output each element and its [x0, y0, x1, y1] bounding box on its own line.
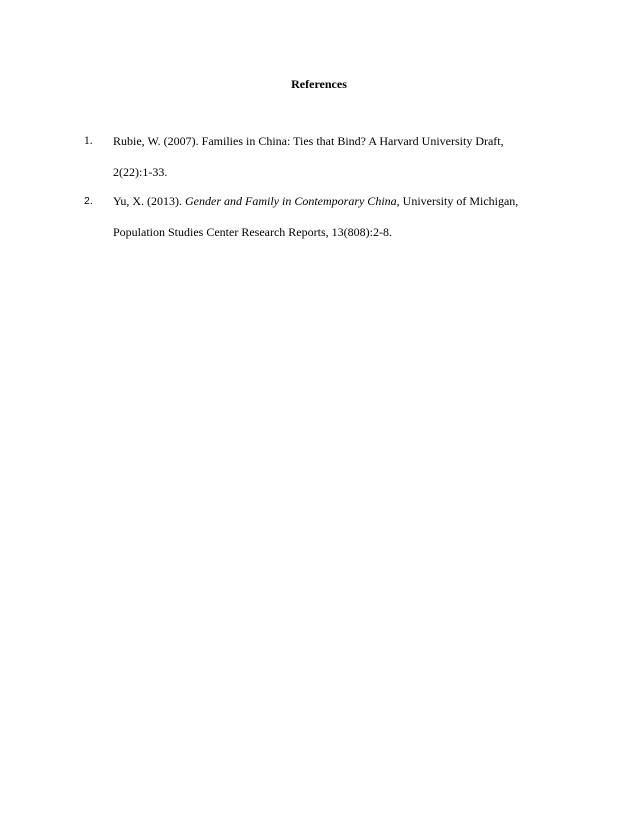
reference-number: 2. [84, 195, 93, 207]
reference-title-italic: Gender and Family in Contemporary China [185, 194, 397, 208]
page-title: References [291, 77, 347, 91]
reference-text-line: Rubie, W. (2007). Families in China: Ties that Bind? A Harvard University Draft, [113, 134, 504, 148]
reference-text-prefix: Yu, X. (2013). [113, 194, 185, 208]
reference-number: 1. [84, 135, 93, 147]
reference-text-line: Population Studies Center Research Reports, 13(808):2-8. [113, 225, 392, 239]
reference-text-suffix: , University of Michigan, [396, 194, 519, 208]
reference-text-line: 2(22):1-33. [113, 165, 168, 179]
reference-text-line [113, 193, 573, 209]
